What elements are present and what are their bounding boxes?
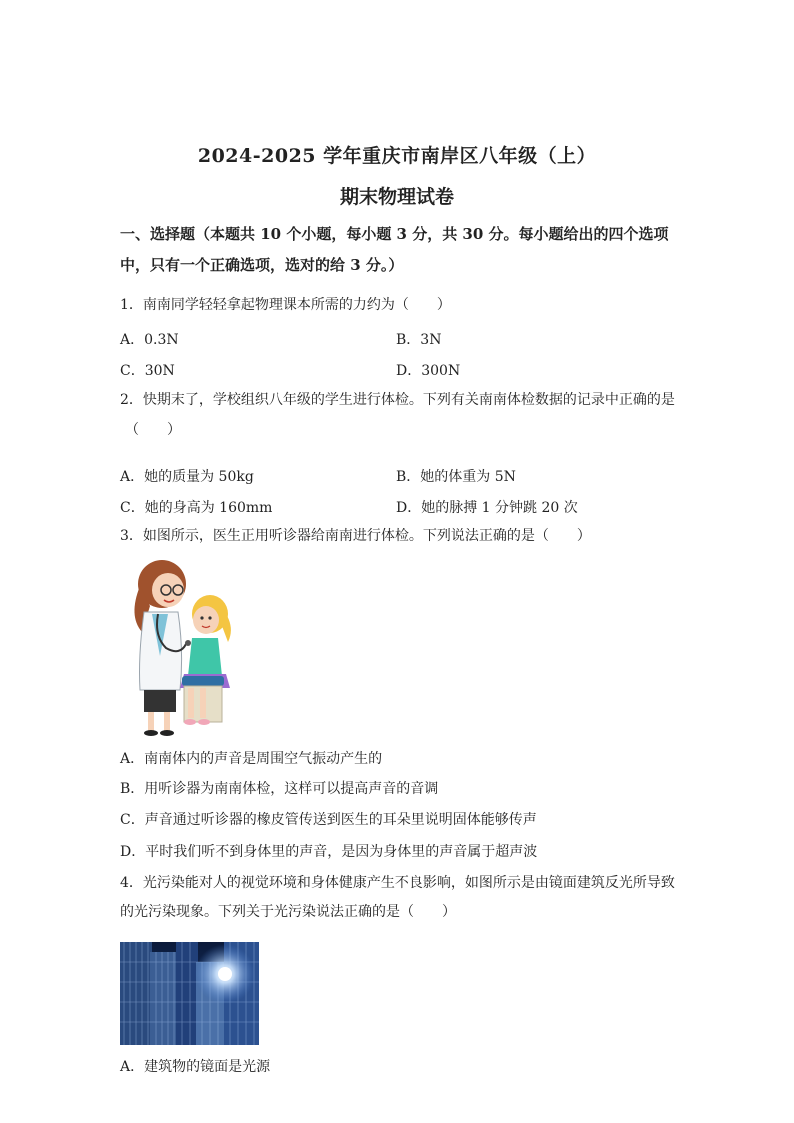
question-2-stem-line1: 2．快期末了，学校组织八年级的学生进行体检。下列有关南南体检数据的记录中正确的是	[120, 392, 675, 408]
question-1-option-d: D．300N	[396, 363, 461, 379]
question-1-option-c: C．30N	[120, 363, 175, 379]
exam-title: 2024-2025 学年重庆市南岸区八年级（上）	[197, 145, 597, 167]
question-3-option-a: A．南南体内的声音是周围空气振动产生的	[120, 751, 383, 767]
question-3-option-b: B．用听诊器为南南体检，这样可以提高声音的音调	[120, 781, 439, 797]
question-2-stem-line2: （ ）	[125, 422, 181, 438]
mirror-building-light-pollution-photo	[120, 942, 259, 1045]
question-1-option-b: B．3N	[396, 332, 442, 348]
question-2-option-d: D．她的脉搏 1 分钟跳 20 次	[396, 500, 578, 516]
question-2-option-a: A．她的质量为 50kg	[120, 469, 254, 485]
doctor-stethoscope-illustration	[118, 556, 238, 738]
section-heading: 一、选择题（本题共 10 个小题，每小题 3 分，共 30 分。每小题给出的四个选项中，只有一个正确选项，选对的给 3 分。）	[120, 225, 669, 274]
exam-subtitle: 期末物理试卷	[339, 186, 454, 208]
question-4-stem-line2: 的光污染现象。下列关于光污染说法正确的是（ ）	[120, 904, 456, 920]
question-1-stem: 1．南南同学轻轻拿起物理课本所需的力约为（ ）	[120, 297, 451, 313]
question-4-option-a: A．建筑物的镜面是光源	[120, 1059, 271, 1075]
question-2-option-b: B．她的体重为 5N	[396, 469, 516, 485]
question-1-option-a: A．0.3N	[120, 332, 179, 348]
question-3-option-d: D．平时我们听不到身体里的声音，是因为身体里的声音属于超声波	[120, 844, 538, 860]
question-3-stem: 3．如图所示，医生正用听诊器给南南进行体检。下列说法正确的是（ ）	[120, 528, 591, 544]
question-3-option-c: C．声音通过听诊器的橡皮管传送到医生的耳朵里说明固体能够传声	[120, 812, 537, 828]
question-4-stem-line1: 4．光污染能对人的视觉环境和身体健康产生不良影响，如图所示是由镜面建筑反光所导致	[120, 875, 675, 891]
question-2-option-c: C．她的身高为 160mm	[120, 500, 273, 516]
